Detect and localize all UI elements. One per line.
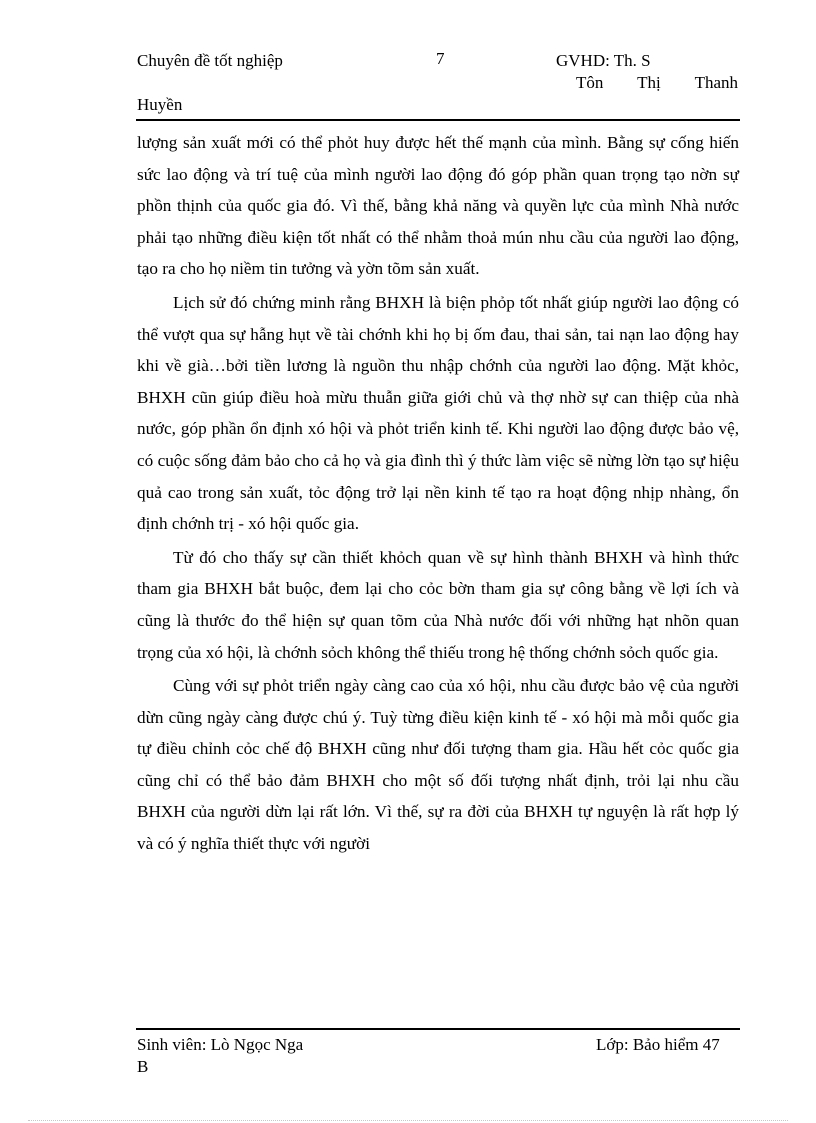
document-body bbox=[137, 127, 739, 862]
header-title: Chuyên đề tốt nghiệp bbox=[137, 51, 283, 70]
footer-class: Lớp: Bảo hiểm 47 bbox=[596, 1035, 720, 1054]
paragraph: Cùng với sự phỏt triển ngày càng cao của xó hội, nhu cầu được bảo vệ của người dừn cũng ngày càng được chú ý. Tuỳ từng điều kiện kinh tế - xó hội mà mỗi quốc gia tự điều chỉnh cỏc chế độ BHXH cũng như đối tượng tham gia. Hầu hết cỏc quốc gia cũng chỉ có thể bảo đảm BHXH cho một số đối tượng nhất định, trỏi lại nhu cầu BHXH của người dừn lại rất lớn. Vì thế, sự ra đời của BHXH tự nguyện là rất hợp lý và có ý nghĩa thiết thực với người bbox=[137, 676, 739, 854]
footer-student-continued: B bbox=[137, 1057, 149, 1076]
footer-student: Sinh viên: Lò Ngọc Nga bbox=[137, 1035, 304, 1054]
paragraph: Từ đó cho thấy sự cần thiết khỏch quan về sự hình thành BHXH và hình thức tham gia BHXH bắt buộc, đem lại cho cỏc bờn tham gia sự công bằng về lợi ích và cũng là thước đo thể hiện sự quan tõm của Nhà nước đối với những hạt nhõn quan trọng của xó hội, là chớnh sỏch không thể thiếu trong hệ thống chớnh sỏch quốc gia. bbox=[137, 547, 739, 662]
header-supervisor-name bbox=[576, 72, 738, 94]
paragraph: lượng sản xuất mới có thể phỏt huy được hết thế mạnh của mình. Bằng sự cống hiến sức lao động và trí tuệ của mình người lao động đó góp phần quan trọng tạo nờn sự phồn thịnh của quốc gia đó. Vì thế, bằng khả năng và quyền lực của mình Nhà nước phải tạo những điều kiện tốt nhất có thể nhằm thoả mún nhu cầu của người lao động, tạo ra cho họ niềm tin tưởng và yờn tõm sản xuất. bbox=[137, 133, 739, 279]
supervisor-name-word: Thanh bbox=[694, 73, 738, 92]
page-edge-divider bbox=[28, 1120, 788, 1122]
header-supervisor-name-continued: Huyền bbox=[137, 95, 183, 114]
header-rule bbox=[136, 119, 740, 121]
supervisor-name-word: Tôn bbox=[576, 73, 604, 92]
header-supervisor: GVHD: Th. S bbox=[556, 51, 651, 70]
supervisor-name-word: Thị bbox=[637, 73, 661, 92]
paragraph: Lịch sử đó chứng minh rằng BHXH là biện phỏp tốt nhất giúp người lao động có thể vượt qua sự hẫng hụt về tài chớnh khi họ bị ốm đau, thai sản, tai nạn lao động hay khi về già…bởi tiền lương là nguồn thu nhập chớnh của người lao động. Mặt khỏc, BHXH cũn giúp điều hoà mừu thuẫn giữa giới chủ và thợ nhờ sự can thiệp của nhà nước, góp phần ổn định xó hội và phỏt triển kinh tế. Khi người lao động được bảo vệ, có cuộc sống đảm bảo cho cả họ và gia đình thì ý thức làm việc sẽ nừng lờn tạo sự hiệu quả cao trong sản xuất, tỏc động trở lại nền kinh tế tạo ra hoạt động nhịp nhàng, ổn định chớnh trị - xó hội quốc gia. bbox=[137, 292, 739, 534]
page-number: 7 bbox=[436, 49, 445, 68]
footer-rule bbox=[136, 1028, 740, 1030]
